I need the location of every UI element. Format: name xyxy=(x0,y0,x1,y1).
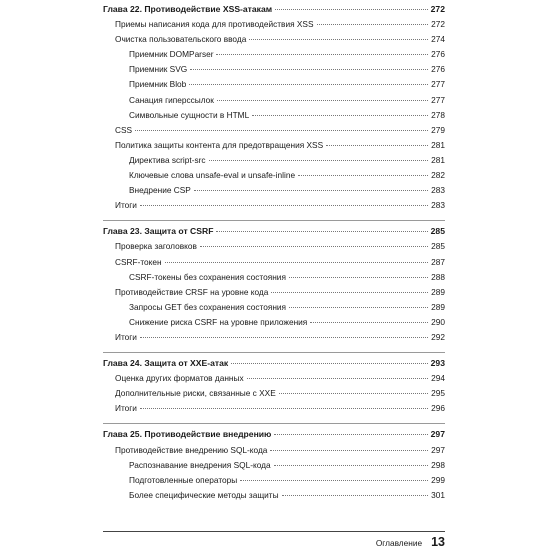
toc-entry-title: Итоги xyxy=(115,403,137,414)
dot-leader xyxy=(140,337,428,338)
toc-section-entry[interactable] xyxy=(103,93,445,108)
toc-entry-title: Внедрение CSP xyxy=(129,185,191,196)
toc-entry-page: 293 xyxy=(430,358,445,369)
dot-leader xyxy=(271,292,428,293)
toc-section-entry[interactable] xyxy=(103,443,445,458)
toc-entry-page: 272 xyxy=(431,19,445,30)
toc-entry-title: Приемник Blob xyxy=(129,79,187,90)
toc-entry-page: 283 xyxy=(431,185,445,196)
toc-section-entry[interactable] xyxy=(103,371,445,386)
dot-leader xyxy=(189,84,428,85)
toc-entry-title: CSRF-токены без сохранения состояния xyxy=(129,271,286,282)
dot-leader xyxy=(252,115,428,116)
toc-entry-title: Очистка пользовательского ввода xyxy=(115,34,247,45)
toc-entry-title: Символьные сущности в HTML xyxy=(129,109,250,120)
dot-leader xyxy=(274,465,428,466)
toc-entry-page: 287 xyxy=(431,256,445,267)
toc-entry-page: 276 xyxy=(431,64,445,75)
toc-entry-title: Глава 22. Противодействие XSS-атакам xyxy=(103,4,273,14)
toc-section-entry[interactable] xyxy=(103,285,445,300)
toc-section-entry[interactable] xyxy=(103,198,445,213)
toc-section-entry[interactable] xyxy=(103,32,445,47)
toc-entry-title: Противодействие CRSF на уровне кода xyxy=(115,286,269,297)
toc-entry-title: Более специфические методы защиты xyxy=(129,489,279,500)
toc-section-entry[interactable] xyxy=(103,17,445,32)
toc-section-entry[interactable] xyxy=(103,315,445,330)
toc-section-entry[interactable] xyxy=(103,168,445,183)
dot-leader xyxy=(165,262,428,263)
toc-section-entry[interactable] xyxy=(103,47,445,62)
toc-entry-page: 297 xyxy=(430,429,445,440)
dot-leader xyxy=(270,450,428,451)
toc-entry-page: 292 xyxy=(431,331,445,342)
toc-entry-page: 277 xyxy=(431,79,445,90)
dot-leader xyxy=(194,190,428,191)
dot-leader xyxy=(326,145,428,146)
toc-section-entry[interactable] xyxy=(103,473,445,488)
footer-section-label: Оглавление xyxy=(375,538,423,548)
dot-leader xyxy=(289,277,428,278)
toc-entry-page: 281 xyxy=(431,154,445,165)
toc-entry-page: 279 xyxy=(431,124,445,135)
dot-leader xyxy=(249,39,428,40)
toc-section-entry[interactable] xyxy=(103,123,445,138)
toc-entry-page: 294 xyxy=(431,373,445,384)
dot-leader xyxy=(231,363,427,364)
toc-entry-title: Ключевые слова unsafe-eval и unsafe-inline xyxy=(129,170,296,181)
toc-entry-page: 288 xyxy=(431,271,445,282)
toc-section-entry[interactable] xyxy=(103,488,445,503)
toc-entry-title: Дополнительные риски, связанные с XXE xyxy=(115,388,276,399)
toc-entry-title: Глава 24. Защита от XXE-атак xyxy=(103,358,229,369)
dot-leader xyxy=(317,24,429,25)
chapter-separator xyxy=(103,423,445,424)
toc-section-entry[interactable] xyxy=(103,183,445,198)
dot-leader xyxy=(275,9,428,10)
toc-entry-page: 295 xyxy=(431,388,445,399)
toc-entry-title: Оценка других форматов данных xyxy=(115,373,244,384)
toc-entry-title: Снижение риска CSRF на уровне приложения xyxy=(129,316,308,327)
chapter-separator xyxy=(103,220,445,221)
toc-entry-title: Приемы написания кода для противодействия XSS xyxy=(115,19,314,30)
toc-section-entry[interactable] xyxy=(103,108,445,123)
toc-entry-title: Директива script-src xyxy=(129,154,206,165)
footer-page-number: 13 xyxy=(431,535,445,549)
toc-section-entry[interactable] xyxy=(103,77,445,92)
toc-entry-page: 296 xyxy=(431,403,445,414)
toc-entry-page: 278 xyxy=(431,109,445,120)
dot-leader xyxy=(282,495,428,496)
toc-entry-page: 277 xyxy=(431,94,445,105)
dot-leader xyxy=(240,480,428,481)
toc-entry-page: 301 xyxy=(431,489,445,500)
dot-leader xyxy=(310,322,428,323)
toc-entry-title: CSS xyxy=(115,124,133,135)
toc-entry-title: Распознавание внедрения SQL-кода xyxy=(129,459,271,470)
chapter-separator xyxy=(103,352,445,353)
toc-entry-title: Глава 23. Защита от CSRF xyxy=(103,226,214,237)
dot-leader xyxy=(140,205,428,206)
toc-entry-title: Проверка заголовков xyxy=(115,241,197,252)
dot-leader xyxy=(216,54,428,55)
toc-entry-page: 283 xyxy=(431,200,445,211)
dot-leader xyxy=(247,378,428,379)
dot-leader xyxy=(190,69,428,70)
dot-leader xyxy=(217,100,428,101)
dot-leader xyxy=(209,160,428,161)
toc-entry-title: Приемник DOMParser xyxy=(129,49,214,60)
dot-leader xyxy=(216,231,427,232)
toc-section-entry[interactable] xyxy=(103,330,445,345)
toc-chapter-entry[interactable] xyxy=(103,427,445,442)
toc-entry-title: Глава 25. Противодействие внедрению xyxy=(103,429,272,440)
toc-entry-page: 282 xyxy=(431,170,445,181)
toc-entry-title: Итоги xyxy=(115,331,137,342)
page-footer xyxy=(103,531,445,549)
toc-section-entry[interactable] xyxy=(103,386,445,401)
dot-leader xyxy=(298,175,428,176)
toc-section-entry[interactable] xyxy=(103,255,445,270)
toc-section-entry[interactable] xyxy=(103,62,445,77)
toc-section-entry[interactable] xyxy=(103,458,445,473)
toc-entry-page: 285 xyxy=(431,241,445,252)
toc-chapter-entry[interactable] xyxy=(103,224,445,239)
toc-section-entry[interactable] xyxy=(103,239,445,254)
toc-section-entry[interactable] xyxy=(103,153,445,168)
toc-entry-title: CSRF-токен xyxy=(115,256,162,267)
toc-entry-page: 289 xyxy=(431,286,445,297)
toc-entry-page: 290 xyxy=(431,316,445,327)
toc-entry-page: 272 xyxy=(430,4,445,14)
dot-leader xyxy=(279,393,428,394)
dot-leader xyxy=(200,246,428,247)
toc-entry-title: Санация гиперссылок xyxy=(129,94,214,105)
toc-section-entry[interactable] xyxy=(103,138,445,153)
toc-entry-page: 297 xyxy=(431,444,445,455)
toc-entry-title: Запросы GET без сохранения состояния xyxy=(129,301,287,312)
toc-entry-page: 289 xyxy=(431,301,445,312)
toc-entry-title: Подготовленные операторы xyxy=(129,474,238,485)
dot-leader xyxy=(289,307,428,308)
dot-leader xyxy=(135,130,428,131)
toc-entry-page: 285 xyxy=(430,226,445,237)
table-of-contents xyxy=(103,2,445,503)
toc-section-entry[interactable] xyxy=(103,300,445,315)
toc-entry-page: 281 xyxy=(431,139,445,150)
toc-chapter-entry[interactable] xyxy=(103,356,445,371)
toc-entry-title: Противодействие внедрению SQL-кода xyxy=(115,444,268,455)
toc-entry-page: 298 xyxy=(431,459,445,470)
toc-entry-title: Приемник SVG xyxy=(129,64,188,75)
toc-entry-page: 274 xyxy=(431,34,445,45)
toc-section-entry[interactable] xyxy=(103,270,445,285)
toc-entry-title: Итоги xyxy=(115,200,137,211)
toc-entry-page: 299 xyxy=(431,474,445,485)
toc-section-entry[interactable] xyxy=(103,401,445,416)
dot-leader xyxy=(274,434,427,435)
toc-entry-title: Политика защиты контента для предотвращения XSS xyxy=(115,139,324,150)
toc-chapter-entry[interactable] xyxy=(103,2,445,17)
toc-entry-page: 276 xyxy=(431,49,445,60)
dot-leader xyxy=(140,408,428,409)
